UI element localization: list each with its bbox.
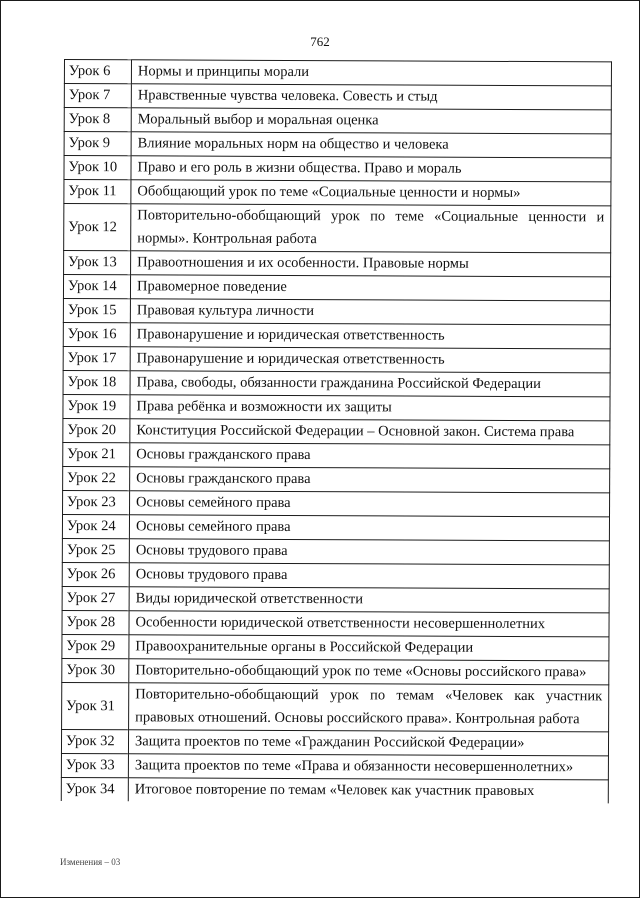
lesson-topic: Повторительно-обобщающий урок по теме «Основы российского права»	[129, 659, 609, 685]
lesson-number: Урок 34	[61, 777, 128, 801]
lesson-number: Урок 15	[63, 298, 130, 322]
lesson-number: Урок 8	[64, 108, 131, 132]
table-row	[63, 370, 610, 396]
lesson-topic: Основы трудового права	[129, 563, 609, 589]
table-row	[64, 251, 611, 277]
lesson-number: Урок 13	[64, 251, 131, 275]
lesson-topic: Правоотношения и их особенности. Правовые нормы	[131, 251, 611, 277]
table-row	[62, 610, 609, 636]
table-row	[64, 108, 611, 134]
footer-revision-note: Изменения – 03	[60, 857, 121, 867]
table-row	[62, 514, 609, 540]
table-row	[63, 298, 610, 324]
page-number: 762	[310, 34, 330, 49]
table-row	[61, 753, 608, 779]
lesson-topic: Влияние моральных норм на общество и человека	[131, 132, 611, 158]
table-row	[63, 490, 610, 516]
lesson-number: Урок 17	[63, 346, 130, 370]
lesson-number: Урок 31	[62, 682, 129, 729]
table-row	[63, 466, 610, 492]
lesson-number: Урок 30	[62, 658, 129, 682]
table-row	[61, 777, 608, 803]
lesson-topic: Правоохранительные органы в Российской Федерации	[129, 635, 609, 661]
lesson-topic: Право и его роль в жизни общества. Право и мораль	[131, 156, 611, 182]
lesson-topic: Особенности юридической ответственности несовершеннолетних	[129, 611, 609, 637]
table-row	[62, 586, 609, 612]
lesson-number: Урок 24	[62, 514, 129, 538]
lesson-number: Урок 18	[63, 370, 130, 394]
lesson-topic: Основы семейного права	[129, 515, 609, 541]
lesson-number: Урок 10	[64, 156, 131, 180]
lesson-topic: Защита проектов по теме «Права и обязанности несовершеннолетних»	[128, 754, 608, 780]
lesson-number: Урок 28	[62, 610, 129, 634]
lesson-number: Урок 21	[63, 442, 130, 466]
lesson-number: Урок 11	[64, 180, 131, 204]
lesson-plan-rows	[61, 60, 611, 804]
lesson-topic: Основы трудового права	[129, 539, 609, 565]
table-row	[63, 275, 610, 301]
lesson-number: Урок 29	[62, 634, 129, 658]
table-row	[64, 204, 611, 253]
table-row	[62, 562, 609, 588]
lesson-number: Урок 33	[61, 753, 128, 777]
lesson-topic: Правонарушение и юридическая ответственность	[130, 347, 610, 373]
lesson-topic: Нормы и принципы морали	[131, 60, 611, 86]
lesson-number: Урок 32	[61, 729, 128, 753]
lesson-number: Урок 7	[64, 84, 131, 108]
lesson-number: Урок 6	[64, 60, 131, 84]
lesson-topic: Правовая культура личности	[130, 299, 610, 325]
lesson-topic: Виды юридической ответственности	[129, 587, 609, 613]
table-row	[64, 132, 611, 158]
table-row	[62, 538, 609, 564]
table-row	[63, 442, 610, 468]
lesson-topic: Итоговое повторение по темам «Человек как участник правовых	[128, 778, 608, 804]
lesson-number: Урок 27	[62, 586, 129, 610]
lesson-topic: Права ребёнка и возможности их защиты	[130, 395, 610, 421]
table-row	[63, 346, 610, 372]
lesson-plan-table	[61, 59, 612, 803]
table-row	[62, 634, 609, 660]
lesson-number: Урок 16	[63, 322, 130, 346]
lesson-topic: Повторительно-обобщающий урок по темам «Человек как участник правовых отношений. Основы российского права». Контрольная работа	[129, 683, 609, 732]
lesson-number: Урок 14	[63, 275, 130, 299]
table-row	[61, 729, 608, 755]
lesson-topic: Конституция Российской Федерации – Основной закон. Система права	[130, 419, 610, 445]
table-row	[62, 658, 609, 684]
lesson-topic: Обобщающий урок по теме «Социальные ценности и нормы»	[131, 180, 611, 206]
lesson-topic: Моральный выбор и моральная оценка	[131, 108, 611, 134]
table-row	[62, 682, 609, 731]
lesson-topic: Повторительно-обобщающий урок по теме «Социальные ценности и нормы». Контрольная работа	[131, 204, 611, 253]
lesson-number: Урок 22	[63, 466, 130, 490]
lesson-topic: Основы гражданского права	[130, 467, 610, 493]
lesson-number: Урок 9	[64, 132, 131, 156]
table-row	[64, 180, 611, 206]
table-row	[64, 60, 611, 86]
table-row	[64, 84, 611, 110]
lesson-topic: Правомерное поведение	[130, 275, 610, 301]
lesson-topic: Нравственные чувства человека. Совесть и стыд	[131, 84, 611, 110]
lesson-topic: Права, свободы, обязанности гражданина Российской Федерации	[130, 371, 610, 397]
lesson-number: Урок 20	[63, 418, 130, 442]
table-row	[63, 322, 610, 348]
table-row	[63, 418, 610, 444]
lesson-number: Урок 25	[62, 538, 129, 562]
lesson-number: Урок 26	[62, 562, 129, 586]
lesson-number: Урок 23	[63, 490, 130, 514]
table-row	[63, 394, 610, 420]
table-row	[64, 156, 611, 182]
lesson-topic: Правонарушение и юридическая ответственность	[130, 323, 610, 349]
lesson-number: Урок 12	[64, 204, 131, 251]
lesson-topic: Основы гражданского права	[130, 443, 610, 469]
lesson-topic: Основы семейного права	[130, 491, 610, 517]
lesson-topic: Защита проектов по теме «Гражданин Российской Федерации»	[128, 730, 608, 756]
lesson-number: Урок 19	[63, 394, 130, 418]
